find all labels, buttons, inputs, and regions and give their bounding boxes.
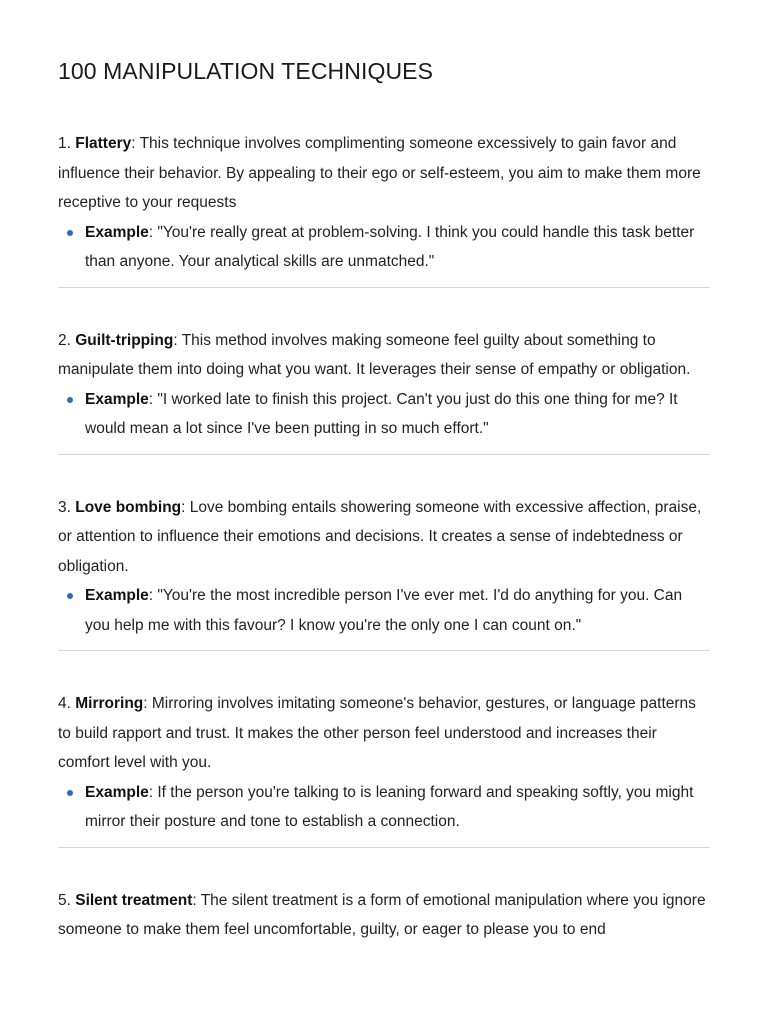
example-text: : "You're really great at problem-solving. I think you could handle this task better than anyone. Your analytical skills are unmatched."	[85, 223, 695, 270]
technique-description-text: : This method involves making someone feel guilty about something to manipulate them into doing what you want. It leverages their sense of empathy or obligation.	[58, 331, 691, 378]
technique-number: 3.	[58, 498, 76, 516]
example-text: : "You're the most incredible person I've ever met. I'd do anything for you. Can you help me with this favour? I know you're the only one I can count on."	[85, 587, 683, 634]
technique-number: 4.	[58, 695, 76, 712]
technique-description	[58, 689, 710, 778]
bullet-dot-icon	[67, 593, 73, 599]
technique-description-text: : The silent treatment is a form of emotional manipulation where you ignore someone to make them feel uncomfortable, guilty, or eager to please you to end	[58, 891, 706, 938]
example-label: Example	[85, 223, 149, 241]
example-list	[58, 385, 710, 450]
technique-item-guilt-tripping	[58, 288, 710, 455]
technique-item-mirroring	[58, 651, 710, 848]
technique-item-silent-treatment	[58, 848, 710, 949]
technique-description	[58, 493, 710, 582]
technique-item-love-bombing	[58, 455, 710, 652]
technique-description-text: : This technique involves complimenting someone excessively to gain favor and influence their behavior. By appealing to their ego or self-esteem, you aim to make them more receptive to your requests	[58, 135, 701, 211]
technique-description-text: : Love bombing entails showering someone with excessive affection, praise, or attention to influence their emotions and decisions. It creates a sense of indebtedness or obligation.	[58, 498, 702, 575]
technique-name: Mirroring	[75, 695, 144, 712]
technique-name: Flattery	[75, 135, 132, 152]
technique-name: Silent treatment	[75, 891, 193, 909]
example-item	[58, 218, 710, 283]
page-title: 100 MANIPULATION TECHNIQUES	[58, 58, 434, 84]
technique-description	[58, 886, 710, 945]
example-item	[58, 581, 710, 646]
example-item	[58, 385, 710, 450]
bullet-dot-icon	[67, 790, 73, 796]
technique-description	[58, 129, 710, 218]
example-list	[58, 778, 710, 843]
technique-name: Love bombing	[75, 498, 182, 516]
example-label: Example	[85, 783, 149, 801]
technique-number: 1.	[58, 135, 76, 152]
technique-number: 2.	[58, 331, 76, 349]
bullet-dot-icon	[67, 230, 73, 236]
example-label: Example	[85, 390, 149, 408]
technique-number: 5.	[58, 891, 76, 909]
technique-description-text: : Mirroring involves imitating someone's behavior, gestures, or language patterns to build rapport and trust. It makes the other person feel understood and increases their comfort level with you.	[58, 695, 696, 771]
example-text: : "I worked late to finish this project. Can't you just do this one thing for me? It would mean a lot since I've been putting in so much effort."	[85, 390, 678, 437]
bullet-dot-icon	[67, 397, 73, 403]
technique-item-flattery	[58, 113, 710, 288]
example-item	[58, 778, 710, 843]
example-text: : If the person you're talking to is leaning forward and speaking softly, you might mirror their posture and tone to establish a connection.	[85, 783, 694, 830]
example-list	[58, 581, 710, 646]
technique-name: Guilt-tripping	[75, 331, 174, 349]
technique-list	[58, 113, 710, 949]
example-label: Example	[85, 587, 149, 604]
example-list	[58, 218, 710, 283]
technique-description	[58, 326, 710, 385]
